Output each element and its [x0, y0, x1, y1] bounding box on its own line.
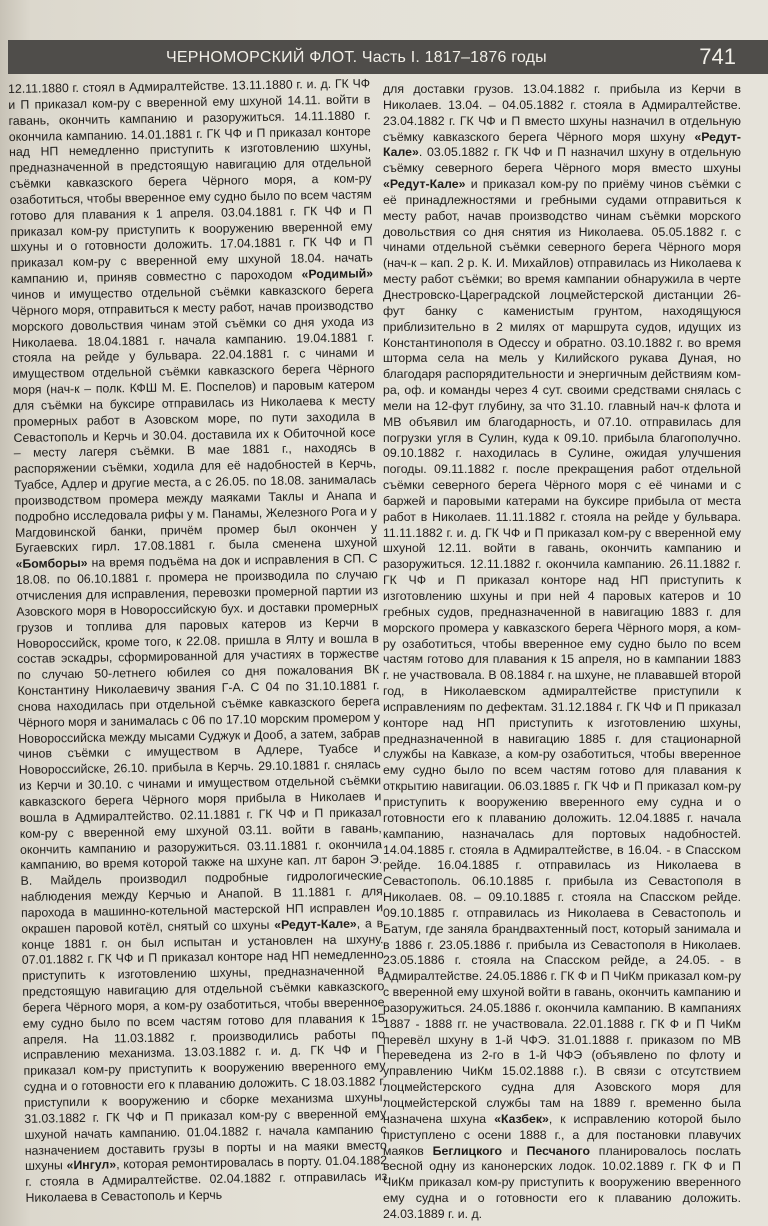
ship-name: «Ингул»	[66, 1157, 117, 1173]
ship-name: «Редут-Кале»	[383, 129, 741, 160]
ship-name: Песчаного	[526, 1143, 590, 1158]
text-run: 12.11.1880 г. стоял в Адмиралтействе. 13.11.1880 г. и. д. ГК ЧФ и П приказал ком-ру с вверенной ему шхуной 14.11. войти в гавань, окончить кампанию и разоружиться. 14.11.1880 г. окончила кампанию. 14.01.1881 г. ГК ЧФ и П приказал конторе над НП немедленно приступить к изготовлению шхуны, предназначенной в предстоящую навигацию для отдельной съёмки кавказского берега Чёрного моря, а ком-ру озаботиться, чтобы вверенное ему судно было по всем частям готово для плавания к 1 апреля. 03.04.1881 г. ГК ЧФ и П приказал ком-ру приступить к вооружению вверенной ему шхуны и о готовности доложить. 17.04.1881 г. ГК ЧФ и П приказал ком-ру с вверенной ему шхуной 18.04. начать кампанию и, приняв совместно с пароходом	[8, 76, 373, 287]
running-title: ЧЕРНОМОРСКИЙ ФЛОТ. Часть I. 1817–1876 годы	[166, 49, 547, 66]
ship-name: «Редут-Кале»	[383, 177, 466, 192]
text-run: , а в конце 1881 г. он был испытан и установлен на шхуну. 07.01.1882 г. ГК ЧФ и П приказал конторе над НП немедленно приступить к изготовлению шхуны, предназначенной в предстоящую навигацию для отдельной съёмки кавказского берега Чёрного моря, а ком-ру озаботиться, чтобы вверенное ему судно было по всем частям готово для плавания к 15 апреля. На 11.03.1882 г. производились работы по исправлению механизма. 13.03.1882 г. и. д. ГК ЧФ и П приказал ком-ру приступить к вооружению вверенного ему судна и о готовности его к плаванию доложить. С 18.03.1882 г. приступили к вооружению и сборке механизма шхуны. 31.03.1882 г. ГК ЧФ и П приказал ком-ру с вверенной ему шхуной начать кампанию. 01.04.1882 г. начала кампанию с назначением доставить грузы в порты и на маяки вместо шхуны	[21, 915, 387, 1174]
text-run: , которая ремонтировалась в порту. 01.04.1882 г. стояла в Адмиралтействе. 02.04.1882 г. отправилась из Николаева в Севастополь и Керчь	[25, 1153, 388, 1205]
text-run: , к исправлению которой было приступлено с осени 1888 г., а для постановки плавучих маяков	[383, 1111, 742, 1158]
text-run: и приказал ком-ру по приёму чинов съёмки с её принадлежностями и гребными судами отправиться к месту работ, начав производство чинам съёмки морского довольствия со дня снятия из Николаева. 05.05.1882 г. с чинами отдельной съёмки северного берега Чёрного моря (нач-к – кап. 2 р. К. И. Михайлов) отправилась из Николаева к месту работ съёмки; во время кампании обнаружила в черте Днестровско-Цареградской лоцмейстерской дистанции 26-фут банку с каменистым грунтом, находящуюся приблизительно в 2 милях от маршрута судов, идущих из Константинополя в Одессу и обратно. 03.10.1882 г. во время шторма села на мель у Килийского рукава Дуная, но благодаря распорядительности и энергичным действиям ком-ра, оф. и команды через 4 сут. своими средствами снялась с мели на 12-фут глубину, за что 31.10. главный нач-к флота и МВ объявил им благодарность, и 07.10. отправилась для погрузки угля в Сулин, куда к 09.10. прибыла благополучно. 09.10.1882 г. находилась в Сулине, ожидая улучшения погоды. 09.11.1882 г. после прекращения работ отдельной съёмки северного берега Чёрного моря с её чинами и с баржей и паровыми катерами на буксире прибыла от места работ в Николаев. 11.11.1882 г. стояла на рейде у бульвара. 11.11.1882 г. и. д. ГК ЧФ и П приказал ком-ру с вверенной ему шхуной 12.11. войти в гавань, окончить кампанию и разоружиться. 12.11.1882 г. окончила кампанию. 26.11.1882 г. ГК ЧФ и П приказал конторе над НП приступить к изготовлению шхуны и при ней 4 паровых катеров и 10 гребных судов, предназначенной в навигацию 1883 г. для морского промера у кавказского берега Чёрного моря, а ком-ру озаботиться, чтобы вверенное ему судно было по всем частям готово для плавания к 15 апреля, но в кампании 1883 г. не участвовала. В 08.1884 г. на шхуне, не плававшей второй год, в Николаевском адмиралтействе приступили к исправлениям по дефектам. 31.12.1884 г. ГК ЧФ и П приказал конторе над НП приступить к изготовлению шхуны, предназначенной в навигацию 1885 г. для стационарной службы на Кавказе, а ком-ру озаботиться, чтобы вверенное ему судно было по всем частям готово для плавания к открытию навигации. 06.03.1885 г. ГК ЧФ и П приказал ком-ру приступить к вооружению вверенного ему судна и о готовности его к плаванию доложить. 12.04.1885 г. начала кампанию, назначалась для портовых надобностей. 14.04.1885 г. стояла в Адмиралтействе, в 16.04. - в Спасском рейде. 16.04.1885 г. отправилась из Николаева в Севастополь. 06.10.1885 г. прибыла из Севастополя в Николаев. 08. – 09.10.1885 г. стояла на Спасском рейде. 09.10.1885 г. отправилась из Николаева в Севастополь и Батум, где заняла брандвахтенный пост, который занимала и в 1886 г. 23.05.1886 г. прибыла из Севастополя в Николаев. 23.05.1886 г. стояла на Спасском рейде, а 24.05. - в Адмиралтействе. 24.05.1886 г. ГК Ф и П ЧиКм приказал ком-ру с вверенной ему шхуной войти в гавань, окончить кампанию и разоружиться. 24.05.1886 г. окончила кампанию. В кампаниях 1887 - 1888 гг. не участвовала. 22.01.1888 г. ГК Ф и П ЧиКм перевёл шхуну в 1-й ЧФЭ. 31.01.1888 г. приказом по МВ переведена из 2-го в 1-й ЧФЭ (объявлено по флоту и управлению ЧиКм 15.02.1888 г.). В связи с отсутствием лоцмейстерского судна для Азовского моря для лоцмейстерской службы там на 1889 г. временно была назначена шхуна	[383, 177, 741, 1126]
text-run: и	[502, 1143, 527, 1158]
text-column-left	[8, 76, 388, 1222]
ship-name: «Бомборы»	[15, 556, 88, 572]
ship-name: «Родимый»	[301, 266, 374, 282]
ship-name: Беглицкого	[432, 1143, 503, 1158]
text-run: . 03.05.1882 г. ГК ЧФ и П назначил шхуну в отдельную съёмку северного берега Чёрного моря вместо шхуны	[383, 145, 741, 176]
ship-name: «Редут-Кале»	[274, 916, 357, 932]
text-column-right	[383, 82, 742, 1221]
text-run: чинов и имущество отдельной съёмки кавказского берега Чёрного моря, отправиться к месту работ, начав производство морского довольствия чинам этой съёмки со дня ухода из Николаева. 18.04.1881 г. начала кампанию. 19.04.1881 г. стояла на рейде у бульвара. 22.04.1881 г. с чинами и имуществом отдельной съёмки кавказского берега Чёрного моря (нач-к – полк. КФШ М. Е. Поспелов) и паровым катером для съёмки на буксире отправилась из Николаева к месту промерных работ в Азовском море, по пути заходила в Севастополь и Керчь и 30.04. доставила их к Обиточной косе – месту лагеря съёмки. В мае 1881 г., находясь в распоряжении съёмки, ходила для её надобностей в Керчь, Туабсе, Адлер и другие места, а с 26.05. по 18.08. занималась производством промера между маяками Таклы и Анапа и подробно исследовала рифы у м. Панамы, Железного Рога и у Магдовинской банки, причём промер был окончен у Бугаевских гирл. 17.08.1881 г. была сменена шхуной	[11, 282, 378, 556]
text-run: на время подъёма на док и исправления в СП. С 18.08. по 06.10.1881 г. промера не производила по случаю отчисления для исправления, перевозки промерной партии из Азовского моря в Новороссийскую бух. и доставки промерных грузов и топлива для паровых катеров из Керчи в Новороссийск, кроме того, к 22.08. пришла в Ялту и вошла в состав эскадры, сформированной для участиях в торжестве по случаю 50-летнего юбилея со дня пожалования ВК Константину Николаевичу звания Г-А. С 04 по 31.10.1881 г. снова находилась при отдельной съёмке кавказского берега Чёрного моря и занималась с 06 по 17.10 морским промером у Новороссийска между мысами Суджук и Дооб, а затем, забрав чинов съёмки с имуществом в Адлере, Туабсе и Новороссийске, 26.10. прибыла в Керчь. 29.10.1881 г. снялась из Керчи и 30.10. с чинами и имуществом отдельной съёмки кавказского берега Чёрного моря прибыла в Николаев и вошла в Адмиралтейство. 02.11.1881 г. ГК ЧФ и П приказал ком-ру с вверенной ему шхуной 03.11. войти в гавань, окончить кампанию и разоружиться. 03.11.1881 г. окончила кампанию, во время которой также на шхуне кап. лт барон Э. В. Майдель производил подробные гидрологические наблюдения между Керчью и Анапой. В 11.1881 г. для парохода в машинно-котельной мастерской НП исправлен и окрашен паровой котёл, снятый со шхуны	[15, 551, 384, 936]
page-number: 741	[699, 44, 736, 69]
body-paragraph-right	[383, 82, 741, 1223]
body-paragraph-left	[8, 76, 388, 1206]
ship-name: «Казбек»	[494, 1111, 549, 1126]
text-run: для доставки грузов. 13.04.1882 г. прибыла из Керчи в Николаев. 13.04. – 04.05.1882 г. стояла в Адмиралтействе. 23.04.1882 г. ГК ЧФ и П вместо шхуны назначил в отдельную съёмку кавказского берега Чёрного моря шхуну	[383, 82, 741, 144]
text-run: планировалось послать весной одну из канонерских лодок. 10.02.1889 г. ГК Ф и П ЧиКм приказал ком-ру приступить к вооружению вверенного ему судна и о готовности его к плаванию доложить. 24.03.1889 г. и. д.	[383, 1143, 742, 1221]
